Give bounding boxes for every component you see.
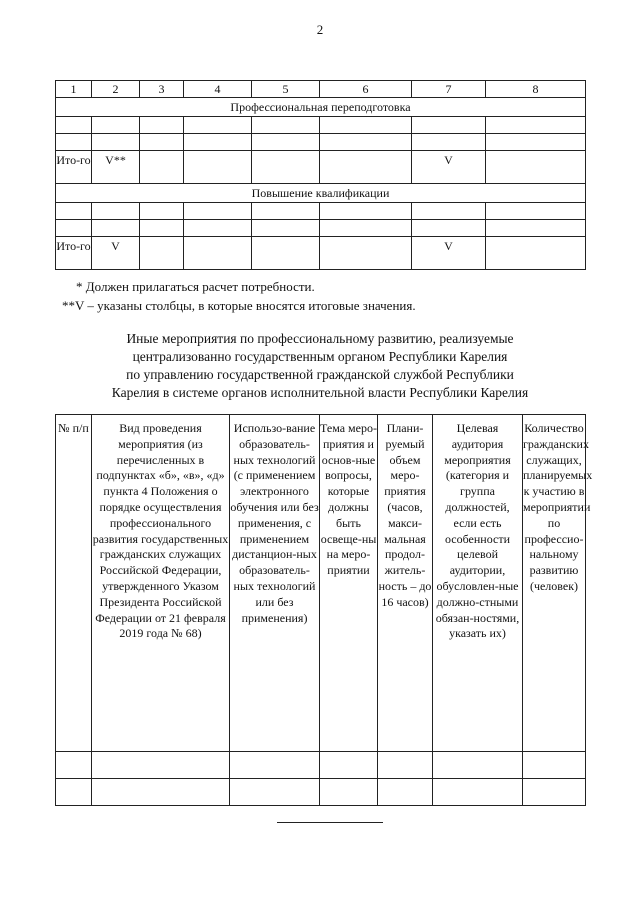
header-volume: Плани-руемый объем меро-приятия (часов, макси-мальная продол-житель-ность – до 16 часов)	[378, 415, 433, 752]
col-number: 2	[92, 81, 140, 98]
table-row	[56, 752, 586, 779]
col-number: 5	[252, 81, 320, 98]
itogo-label: Ито-го	[56, 151, 92, 184]
header-activity-type: Вид проведения мероприятия (из перечисленных в подпунктах «б», «в», «д» пункта 4 Положения о порядке осуществления профессионального развития государственных гражданских служащих Российской Федерации, утвержденного Указом Президента Российской Федерации от 21 февраля 2019 года № 68)	[92, 415, 230, 752]
header-audience: Целевая аудитория мероприятия (категория и группа должностей, если есть особенности целевой аудитории, обусловлен-ные должно-стными обязан-ностями, указать их)	[433, 415, 523, 752]
table-row	[56, 117, 586, 134]
section-heading	[40, 330, 600, 402]
table-row	[56, 134, 586, 151]
heading-line: централизованно государственным органом Республики Карелия	[132, 349, 508, 364]
itogo-col7-mark: V	[412, 151, 486, 184]
footnotes	[62, 277, 416, 315]
header-participants: Количество гражданских служащих, планируемых к участию в мероприятии по профессио-нальному развитию (человек)	[523, 415, 586, 752]
column-number-row	[56, 81, 586, 98]
heading-line: Карелия в системе органов исполнительной власти Республики Карелия	[111, 385, 529, 400]
col-number: 4	[184, 81, 252, 98]
itogo-col2-mark: V	[92, 237, 140, 270]
itogo-label: Ито-го	[56, 237, 92, 270]
header-topic: Тема меро-приятия и основ-ные вопросы, которые должны быть освеще-ны на меро-приятии	[320, 415, 378, 752]
itogo-col2-mark: V**	[92, 151, 140, 184]
table-row	[56, 203, 586, 220]
page-number: 2	[316, 22, 324, 37]
header-technologies: Использо-вание образователь-ных технологий (с применением электронного обучения или без применения, с применением дистанцион-ных образователь-ных технологий или без применения)	[230, 415, 320, 752]
col-number: 3	[140, 81, 184, 98]
training-summary-table	[55, 80, 586, 270]
section-title-retraining: Профессиональная переподготовка	[56, 98, 586, 117]
col-number: 6	[320, 81, 412, 98]
other-activities-table	[55, 414, 593, 806]
itogo-row	[56, 237, 586, 270]
header-number: № п/п	[56, 415, 92, 752]
itogo-row	[56, 151, 586, 184]
col-number: 1	[56, 81, 92, 98]
col-number: 8	[486, 81, 586, 98]
table-row	[56, 779, 586, 806]
heading-line: Иные мероприятия по профессиональному развитию, реализуемые	[126, 331, 514, 346]
end-divider	[277, 822, 383, 823]
col-number: 7	[412, 81, 486, 98]
footnote-1: * Должен прилагаться расчет потребности.	[76, 279, 315, 294]
header-row	[56, 415, 586, 752]
footnote-2: **V – указаны столбцы, в которые вносятся итоговые значения.	[62, 298, 416, 313]
heading-line: по управлению государственной гражданской службой Республики	[126, 367, 514, 382]
table-row	[56, 220, 586, 237]
section-row	[56, 184, 586, 203]
section-row	[56, 98, 586, 117]
itogo-col7-mark: V	[412, 237, 486, 270]
section-title-qualification: Повышение квалификации	[56, 184, 586, 203]
